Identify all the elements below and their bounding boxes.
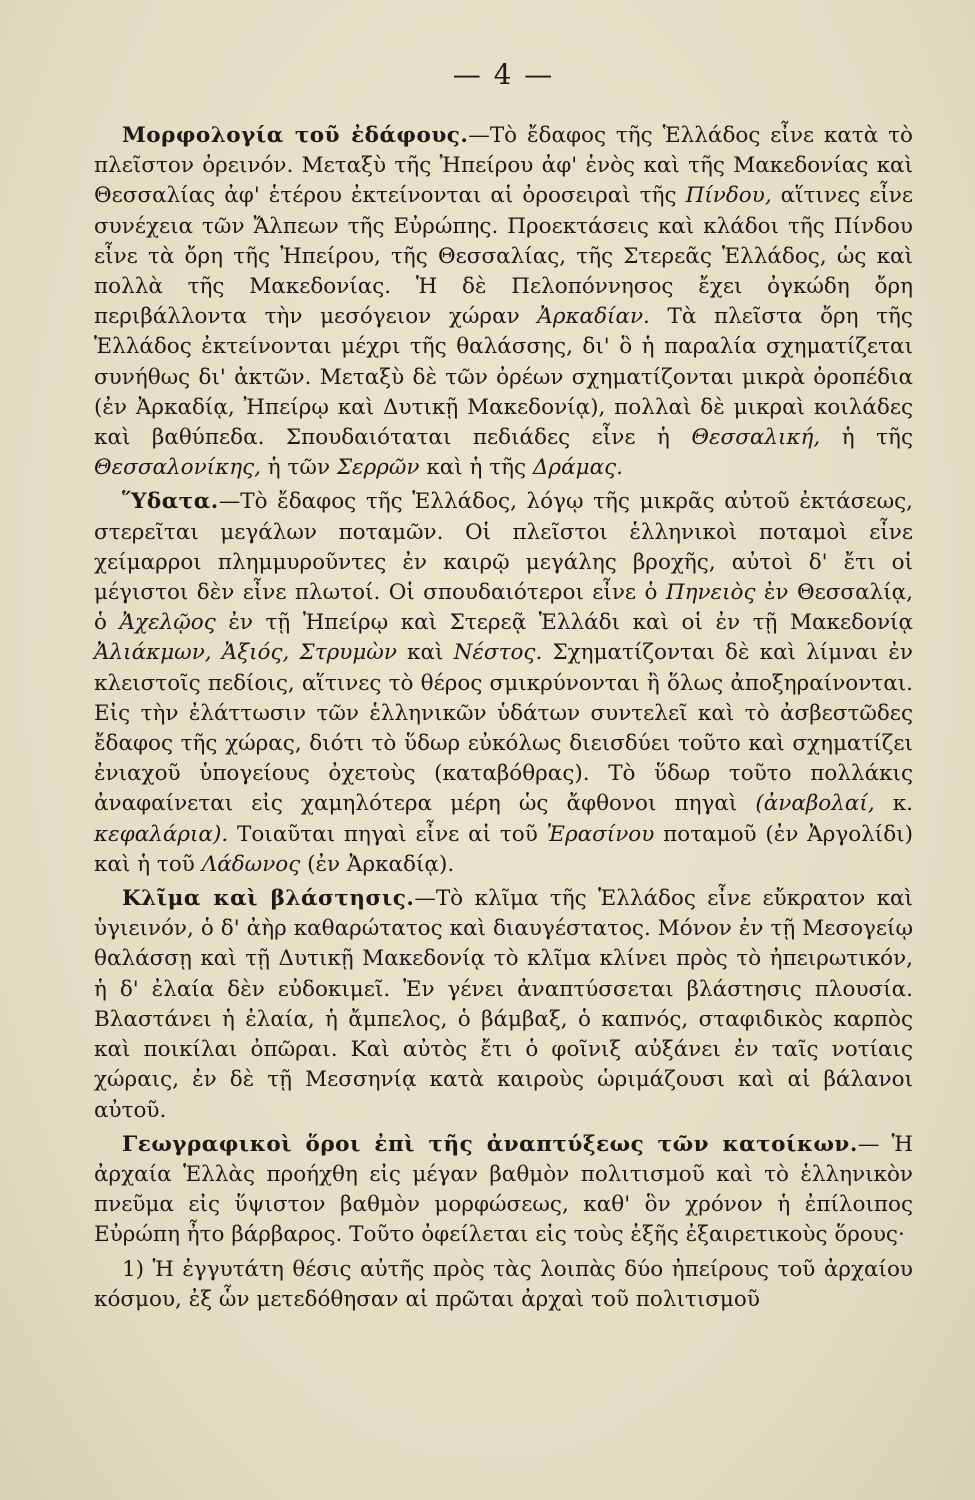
- document-body: [94, 121, 913, 1251]
- body-text: Τοιαῦται πηγαὶ εἶνε αἱ τοῦ: [228, 821, 547, 847]
- section-paragraph: [94, 121, 913, 483]
- body-text: (ἐν Ἀρκαδίᾳ).: [300, 851, 455, 877]
- italic-term: Ἀρκαδίαν.: [537, 304, 650, 330]
- body-text: Τὰ πλεῖστα ὄρη τῆς Ἑλλάδος ἐκτείνονται μέχρι τῆς θαλάσσης, δι' ὃ ἡ παραλία σχηματίζεται συνήθως δι' ἀκτῶν. Μεταξὺ δὲ τῶν ὀρέων σχηματίζονται μικρὰ ὀροπέδια (ἐν Ἀρκαδίᾳ, Ἠπείρῳ καὶ Δυτικῇ Μακεδονίᾳ), πολλαὶ δὲ μικραὶ κοιλάδες καὶ βαθύπεδα. Σπουδαιόταται πεδιάδες εἶνε ἡ: [94, 304, 913, 451]
- section-heading: Μορφολογία τοῦ ἐδάφους.: [122, 123, 469, 148]
- body-text: ἡ τῶν: [260, 455, 337, 481]
- italic-term: κεφαλάρια).: [94, 821, 229, 847]
- body-text: αἵτινες εἶνε συνέχεια τῶν Ἄλπεων τῆς Εὐρώπης. Προεκτάσεις καὶ κλάδοι τῆς Πίνδου εἶνε τὰ ὄρη τῆς Ἠπείρου, τῆς Θεσσαλίας, τῆς Στερεᾶς Ἑλλάδος, ὡς καὶ πολλὰ τῆς Μακεδονίας. Ἡ δὲ Πελοπόννησος ἔχει ὀγκώδη ὄρη περιβάλλοντα τὴν μεσόγειον χώραν: [94, 183, 913, 330]
- body-text: Σχηματίζονται δὲ καὶ λίμναι ἐν κλειστοῖς πεδίοις, αἵτινες τὸ θέρος σμικρύνονται ἢ ὅλως ἀποξηραίνονται. Εἰς τὴν ἐλάττωσιν τῶν ἑλληνικῶν ὑδάτων συντελεῖ καὶ τὸ ἀσβεστῶδες ἔδαφος τῆς χώρας, διότι τὸ ὕδωρ εὐκόλως διεισδύει τοῦτο καὶ σχηματίζει ἐνιαχοῦ ὑπογείους ὀχετοὺς (καταβόθρας). Τὸ ὕδωρ τοῦτο πολλάκις ἀναφαίνεται εἰς χαμηλότερα μέρη ὡς ἄφθονοι πηγαὶ: [94, 640, 913, 817]
- body-text: ἐν τῇ Ἠπείρῳ καὶ Στερεᾷ Ἑλλάδι καὶ οἱ ἐν τῇ Μακεδονίᾳ: [215, 610, 913, 636]
- italic-term: Νέστος.: [453, 640, 543, 666]
- body-text: —Τὸ κλῖμα τῆς Ἑλλάδος εἶνε εὔκρατον καὶ ὑγιεινόν, ὁ δ' ἀὴρ καθαρώτατος καὶ διαυγέστατος. Μόνον ἐν τῇ Μεσογείῳ θαλάσσῃ καὶ τῇ Δυτικῇ Μακεδονίᾳ τὸ κλῖμα κλίνει πρὸς τὸ ἠπειρωτικόν, ἡ δ' ἐλαία δὲν εὐδοκιμεῖ. Ἐν γένει ἀναπτύσσεται βλάστησις πλουσία. Βλαστάνει ἡ ἐλαία, ἡ ἄμπελος, ὁ βάμβαξ, ὁ καπνός, σταφιδικὸς καρπὸς καὶ ποικίλαι ὀπῶραι. Καὶ αὐτὸς ἔτι ὁ φοῖνιξ αὐξάνει ἐν ταῖς νοτίαις χώραις, ἐν δὲ τῇ Μεσσηνίᾳ κατὰ καιροὺς ὡριμάζουσι καὶ αἱ βάλανοι αὐτοῦ.: [94, 886, 913, 1123]
- numbered-paragraph: 1) Ἡ ἐγγυτάτη θέσις αὐτῆς πρὸς τὰς λοιπὰς δύο ἠπείρους τοῦ ἀρχαίου κόσμου, ἐξ ὧν μετεδόθησαν αἱ πρῶται ἀρχαὶ τοῦ πολιτισμοῦ: [94, 1256, 913, 1312]
- body-text: ἐν Θεσσαλίᾳ, ὁ: [94, 580, 913, 636]
- italic-term: Θεσσαλική,: [691, 425, 821, 451]
- body-text: κ.: [874, 791, 914, 817]
- section-paragraph: [94, 1130, 913, 1251]
- body-text: ἡ τῆς: [820, 425, 913, 451]
- italic-term: Θεσσαλονίκης,: [94, 455, 261, 481]
- italic-term: (ἀναβολαί,: [755, 791, 875, 817]
- italic-term: Ἀλιάκμων, Ἀξιός, Στρυμὼν: [94, 640, 397, 666]
- italic-term: Ἀχελῷος: [119, 610, 216, 636]
- section-paragraph: [94, 884, 913, 1126]
- section-heading: Κλῖμα καὶ βλάστησις.: [122, 886, 415, 912]
- body-text: ποταμοῦ (ἐν Ἀργολίδι) καὶ ἡ τοῦ: [94, 821, 913, 877]
- italic-term: Πίνδου,: [685, 183, 772, 209]
- italic-term: Δράμας.: [532, 455, 623, 481]
- section-heading: Γεωγραφικοὶ ὅροι ἐπὶ τῆς ἀναπτύξεως τῶν κατοίκων.: [122, 1131, 858, 1157]
- body-text: —Τὸ ἔδαφος τῆς Ἑλλάδος εἶνε κατὰ τὸ πλεῖστον ὀρεινόν. Μεταξὺ τῆς Ἠπείρου ἀφ' ἑνὸς καὶ τῆς Μακεδονίας καὶ Θεσσαλίας ἀφ' ἑτέρου ἐκτείνονται αἱ ὀροσειραὶ τῆς: [94, 123, 913, 209]
- section-paragraph: [94, 487, 913, 880]
- body-text: καὶ: [396, 640, 454, 666]
- body-text: καὶ ἡ τῆς: [419, 455, 533, 481]
- italic-term: Πηνειὸς: [665, 580, 756, 606]
- page-number: — 4 —: [452, 58, 555, 91]
- body-text: — Ἡ ἀρχαία Ἑλλὰς προήχθη εἰς μέγαν βαθμὸν πολιτισμοῦ καὶ τὸ ἑλληνικὸν πνεῦμα εἰς ὕψιστον βαθμὸν μορφώσεως, καθ' ὃν χρόνον ἡ ἐπίλοιπος Εὐρώπη ἦτο βάρβαρος. Τοῦτο ὀφείλεται εἰς τοὺς ἑξῆς ἐξαιρετικοὺς ὅρους·: [94, 1131, 913, 1248]
- section-heading: Ὕδατα.: [122, 489, 219, 515]
- body-text: —Τὸ ἔδαφος τῆς Ἑλλάδος, λόγῳ τῆς μικρᾶς αὐτοῦ ἐκτάσεως, στερεῖται μεγάλων ποταμῶν. Οἱ πλεῖστοι ἑλληνικοὶ ποταμοὶ εἶνε χείμαρροι πλημμυροῦντες ἐν καιρῷ μεγάλης βροχῆς, αὐτοὶ δ' ἔτι οἱ μέγιστοι δὲν εἶνε πλωτοί. Οἱ σπουδαιότεροι εἶνε ὁ: [94, 489, 913, 606]
- italic-term: Λάδωνος: [201, 851, 301, 877]
- italic-term: Ἐρασίνου: [546, 821, 655, 847]
- italic-term: Σερρῶν: [336, 455, 420, 481]
